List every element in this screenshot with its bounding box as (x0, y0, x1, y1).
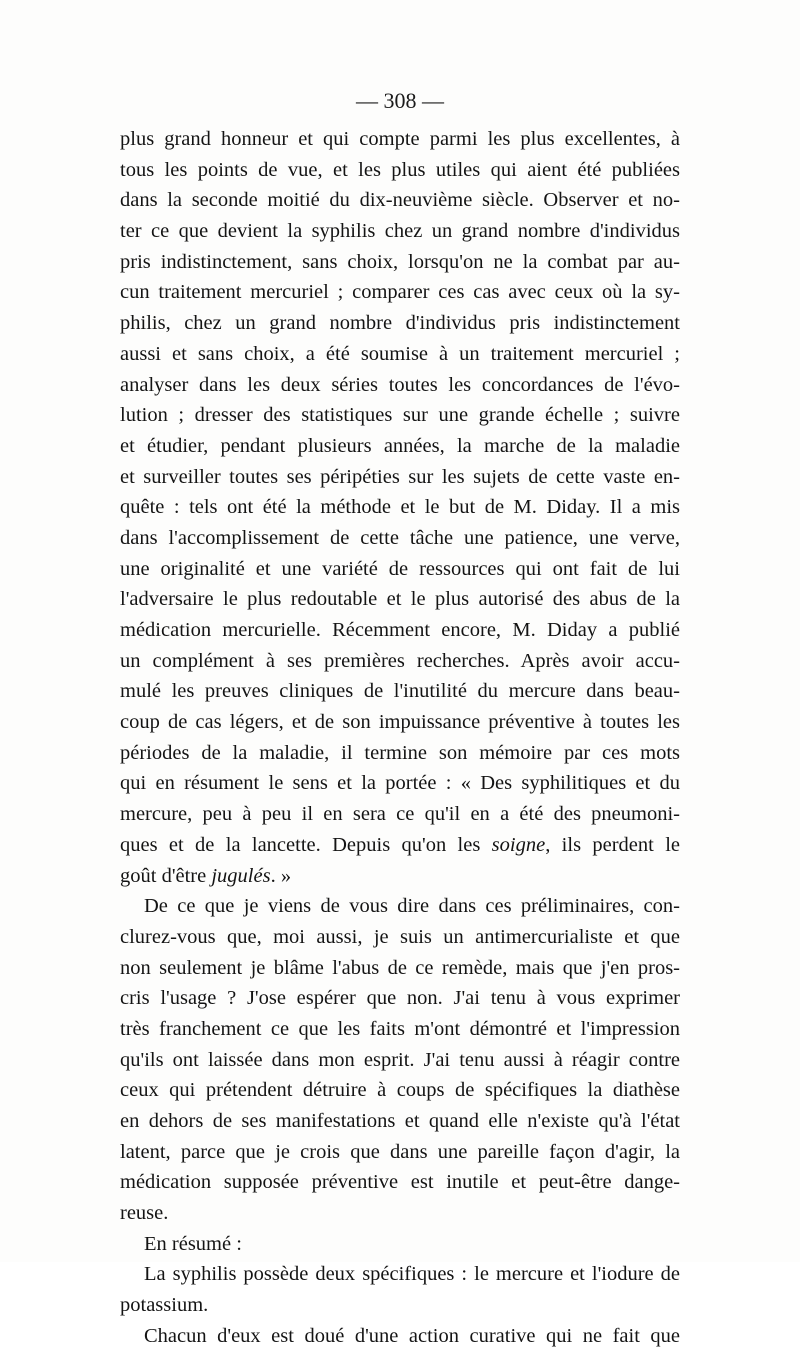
text-line: qu'ils ont laissée dans mon esprit. J'ai tenu aussi à réagir contre (120, 1048, 680, 1071)
text-line: lution ; dresser des statistiques sur une grande échelle ; suivre (120, 404, 680, 427)
text-line: tous les points de vue, et les plus utiles qui aient été publiées (120, 158, 680, 181)
text-line: ter ce que devient la syphilis chez un grand nombre d'individus (120, 220, 680, 243)
text-line: clurez-vous que, moi aussi, je suis un antimercurialiste et que (120, 925, 680, 948)
text-line: très franchement ce que les faits m'ont démontré et l'impression (120, 1017, 680, 1040)
text-line: La syphilis possède deux spécifiques : le mercure et l'iodure de (144, 1263, 680, 1286)
text-line: cris l'usage ? J'ose espérer que non. J'ai tenu à vous exprimer (120, 987, 680, 1010)
text-line: plus grand honneur et qui compte parmi les plus excellentes, à (120, 128, 680, 150)
text-line: cun traitement mercuriel ; comparer ces cas avec ceux où la sy- (120, 281, 680, 304)
text-line: dans l'accomplissement de cette tâche une patience, une verve, (120, 526, 680, 549)
text-line: l'adversaire le plus redoutable et le plus autorisé des abus de la (120, 588, 680, 611)
text-line: coup de cas légers, et de son impuissance préventive à toutes les (120, 711, 680, 734)
text-line: et étudier, pendant plusieurs années, la marche de la maladie (120, 434, 680, 457)
body-text (120, 124, 680, 1352)
text-segment: ques et de la lancette. Depuis qu'on les (120, 833, 492, 856)
text-line: et surveiller toutes ses péripéties sur les sujets de cette vaste en- (120, 465, 680, 488)
italic-word: soigne (491, 833, 546, 856)
text-line: De ce que je viens de vous dire dans ces préliminaires, con- (144, 895, 680, 918)
text-line: médication mercurielle. Récemment encore, M. Diday a publié (120, 619, 680, 641)
text-line: analyser dans les deux séries toutes les concordances de l'évo- (120, 373, 680, 396)
text-line: aussi et sans choix, a été soumise à un traitement mercuriel ; (120, 342, 680, 365)
text-line: dans la seconde moitié du dix-neuvième siècle. Observer et no- (120, 189, 680, 212)
text-line: Chacun d'eux est doué d'une action curative qui ne fait que (144, 1324, 680, 1347)
text-line: latent, parce que je crois que dans une pareille façon d'agir, la (120, 1140, 680, 1163)
text-line: non seulement je blâme l'abus de ce remède, mais que j'en pros- (120, 956, 680, 979)
text-segment: goût d'être (120, 864, 212, 887)
text-line: philis, chez un grand nombre d'individus pris indistinctement (120, 312, 680, 335)
text-line: ceux qui prétendent détruire à coups de spécifiques la diathèse (120, 1079, 680, 1102)
text-line: qui en résument le sens et la portée : « Des syphilitiques et du (120, 772, 680, 795)
text-line: un complément à ses premières recherches. Après avoir accu- (120, 649, 680, 672)
text-segment: . » (270, 864, 292, 887)
text-line: En résumé : (144, 1232, 242, 1255)
text-line: en dehors de ses manifestations et quand elle n'existe qu'à l'état (120, 1110, 680, 1132)
text-line (120, 861, 680, 892)
text-line: périodes de la maladie, il termine son mémoire par ces mots (120, 741, 680, 764)
page-number: — 308 — (356, 88, 444, 113)
text-line (120, 830, 680, 861)
text-line: médication supposée préventive est inutile et peut-être dange- (120, 1171, 680, 1194)
text-line: potassium. (120, 1294, 209, 1317)
text-line: pris indistinctement, sans choix, lorsqu'on ne la combat par au- (120, 250, 680, 273)
text-segment: , ils perdent le (545, 833, 680, 856)
text-line: reuse. (120, 1202, 169, 1225)
text-line: mulé les preuves cliniques de l'inutilité du mercure dans beau- (120, 680, 680, 703)
italic-word: jugulés (211, 864, 271, 887)
text-line: quête : tels ont été la méthode et le but de M. Diday. Il a mis (120, 496, 680, 519)
text-line: une originalité et une variété de ressources qui ont fait de lui (120, 557, 680, 580)
text-line: mercure, peu à peu il en sera ce qu'il en a été des pneumoni- (120, 803, 680, 826)
